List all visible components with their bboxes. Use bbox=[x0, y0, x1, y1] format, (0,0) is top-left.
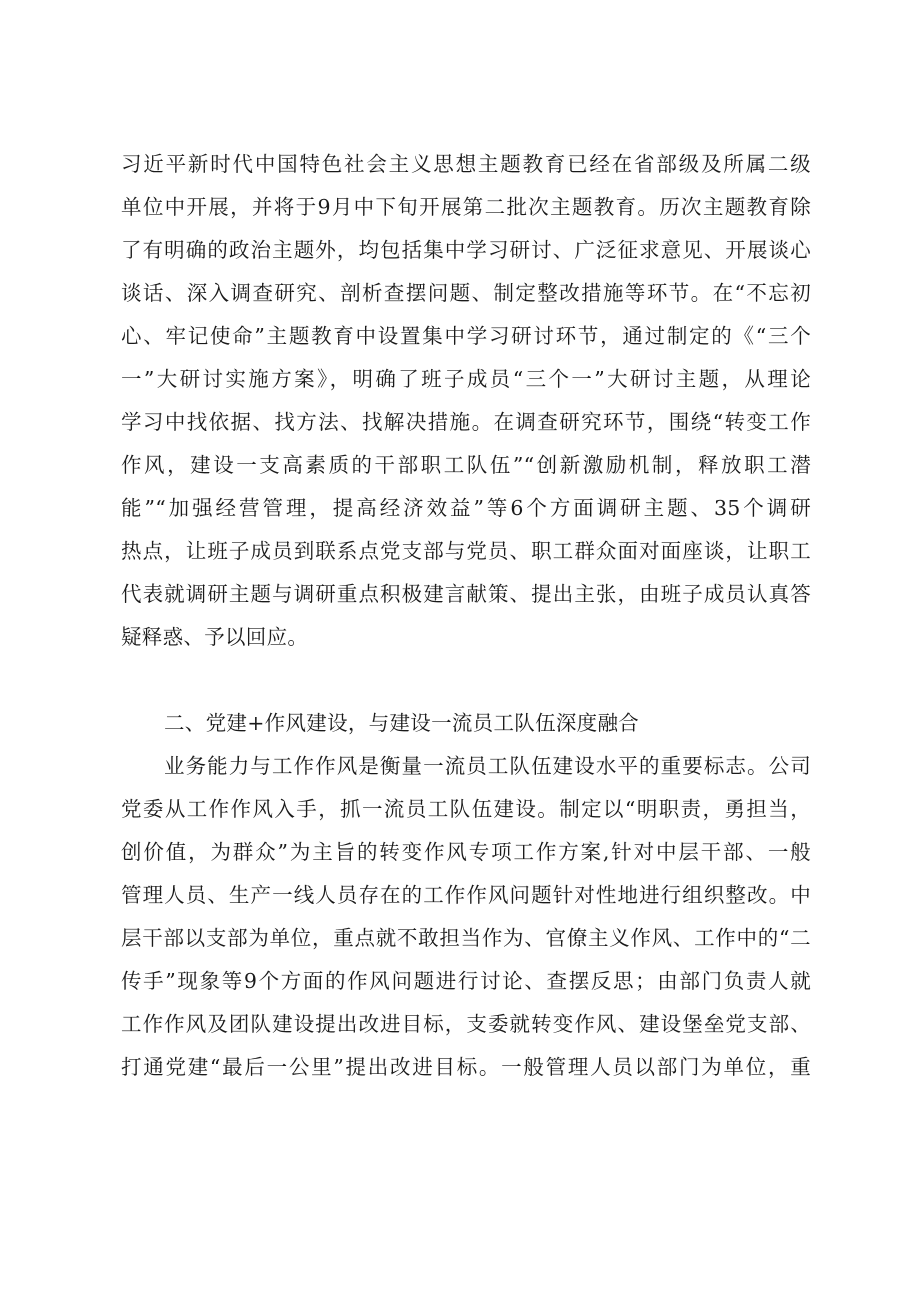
paragraph-1-line-1: 习近平新时代中国特色社会主义思想主题教育已经在省部级及所属二级 bbox=[121, 152, 811, 176]
paragraph-1-line-3: 了有明确的政治主题外，均包括集中学习研讨、广泛征求意见、开展谈心 bbox=[121, 238, 811, 262]
paragraph-1-line-2: 单位中开展，并将于9月中下旬开展第二批次主题教育。历次主题教育除 bbox=[121, 195, 811, 219]
paragraph-1-line-10: 热点，让班子成员到联系点党支部与党员、职工群众面对面座谈，让职工 bbox=[121, 539, 811, 563]
paragraph-1-line-11: 代表就调研主题与调研重点积极建言献策、提出主张，由班子成员认真答 bbox=[121, 582, 811, 606]
paragraph-1-line-8: 作风，建设一支高素质的干部职工队伍”“创新激励机制，释放职工潜 bbox=[121, 453, 811, 477]
paragraph-2-line-6: 传手”现象等9个方面的作风问题进行讨论、查摆反思；由部门负责人就 bbox=[121, 969, 811, 993]
paragraph-2-line-7: 工作作风及团队建设提出改进目标，支委就转变作风、建设堡垒党支部、 bbox=[121, 1012, 811, 1036]
paragraph-1-line-7: 学习中找依据、找方法、找解决措施。在调查研究环节，围绕“转变工作 bbox=[121, 410, 811, 434]
paragraph-1-line-5: 心、牢记使命”主题教育中设置集中学习研讨环节，通过制定的《“三个 bbox=[121, 324, 811, 348]
paragraph-2-line-3: 创价值，为群众”为主旨的转变作风专项工作方案,针对中层干部、一般 bbox=[121, 840, 811, 864]
paragraph-2-line-2: 党委从工作作风入手，抓一流员工队伍建设。制定以“明职责，勇担当， bbox=[121, 797, 811, 821]
paragraph-2-line-4: 管理人员、生产一线人员存在的工作作风问题针对性地进行组织整改。中 bbox=[121, 883, 811, 907]
paragraph-2-line-8: 打通党建“最后一公里”提出改进目标。一般管理人员以部门为单位，重 bbox=[121, 1055, 811, 1079]
paragraph-1-line-4: 谈话、深入调查研究、剖析查摆问题、制定整改措施等环节。在“不忘初 bbox=[121, 281, 811, 305]
paragraph-1-line-6: 一”大研讨实施方案》，明确了班子成员“三个一”大研讨主题，从理论 bbox=[121, 367, 811, 391]
paragraph-2-line-5: 层干部以支部为单位，重点就不敢担当作为、官僚主义作风、工作中的“二 bbox=[121, 926, 811, 950]
paragraph-2-line-1: 业务能力与工作作风是衡量一流员工队伍建设水平的重要标志。公司 bbox=[164, 754, 811, 778]
paragraph-1-line-9: 能”“加强经营管理，提高经济效益”等6个方面调研主题、35个调研 bbox=[121, 496, 811, 520]
section-heading: 二、党建+作风建设，与建设一流员工队伍深度融合 bbox=[164, 711, 640, 735]
paragraph-1-line-12: 疑释惑、予以回应。 bbox=[121, 625, 309, 649]
